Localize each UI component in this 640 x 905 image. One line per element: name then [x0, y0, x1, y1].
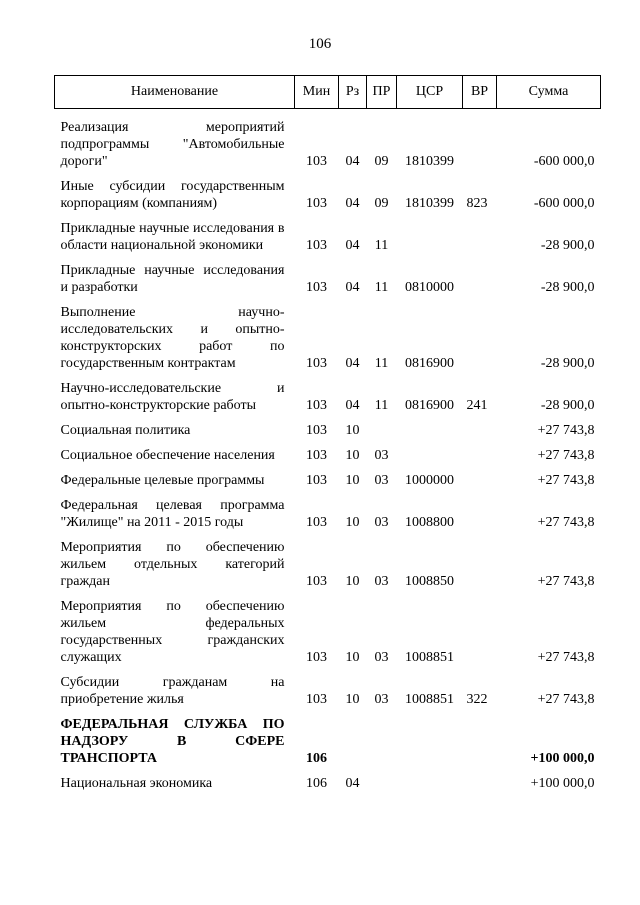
- row-min: 103: [306, 398, 327, 413]
- table-row: [55, 464, 601, 489]
- row-csr: 1000000: [405, 473, 454, 488]
- table-row: [55, 439, 601, 464]
- row-name: Мероприятия по обеспечению жильем отдельных категорий граждан: [60, 540, 285, 589]
- row-pr: 11: [374, 356, 389, 371]
- row-csr: 0810000: [405, 280, 454, 295]
- header-name: Наименование: [55, 76, 295, 109]
- header-rz: Рз: [339, 76, 367, 109]
- row-sum: -28 900,0: [540, 356, 595, 371]
- row-csr: [397, 767, 463, 792]
- header-min: Мин: [295, 76, 339, 109]
- row-name: Прикладные научные исследования в области национальной экономики: [60, 221, 285, 253]
- table-row: [55, 414, 601, 439]
- table-row: [55, 590, 601, 666]
- row-pr: 11: [374, 398, 389, 413]
- row-sum: -28 900,0: [540, 238, 595, 253]
- row-rz: 10: [345, 473, 360, 488]
- row-rz: 04: [345, 776, 360, 791]
- row-sum: -600 000,0: [533, 154, 595, 169]
- table-row: [55, 109, 601, 171]
- row-csr: 1810399: [405, 196, 454, 211]
- row-name: Выполнение научно-исследовательских и опытно-конструкторских работ по государственным контрактам: [60, 305, 285, 371]
- header-vr: ВР: [463, 76, 497, 109]
- row-pr: [367, 708, 397, 767]
- row-csr: 0816900: [405, 398, 454, 413]
- row-vr: [463, 414, 497, 439]
- row-csr: 1008850: [405, 574, 454, 589]
- row-rz: 10: [345, 423, 360, 438]
- row-vr: [463, 254, 497, 296]
- row-rz: 04: [345, 398, 360, 413]
- row-min: 103: [306, 423, 327, 438]
- table-row: [55, 767, 601, 792]
- row-name: Прикладные научные исследования и разработки: [60, 263, 285, 295]
- row-pr: 03: [374, 650, 389, 665]
- row-vr: [463, 767, 497, 792]
- row-csr: 1810399: [405, 154, 454, 169]
- row-sum: +27 743,8: [537, 692, 595, 707]
- row-name: Федеральные целевые программы: [60, 473, 265, 488]
- row-pr: 03: [374, 574, 389, 589]
- row-pr: 03: [374, 473, 389, 488]
- row-name: Научно-исследовательские и опытно-конструкторские работы: [60, 381, 285, 413]
- row-vr: 241: [466, 398, 488, 413]
- table-row: [55, 708, 601, 767]
- header-csr: ЦСР: [397, 76, 463, 109]
- row-min: 103: [306, 574, 327, 589]
- header-pr: ПР: [367, 76, 397, 109]
- row-sum: +27 743,8: [537, 574, 595, 589]
- row-min: 103: [306, 692, 327, 707]
- row-min: 103: [306, 154, 327, 169]
- row-rz: 10: [345, 692, 360, 707]
- row-rz: [339, 708, 367, 767]
- row-csr: 1008851: [405, 650, 454, 665]
- row-sum: +27 743,8: [537, 473, 595, 488]
- row-vr: 322: [466, 692, 488, 707]
- row-pr: 03: [374, 448, 389, 463]
- row-rz: 10: [345, 574, 360, 589]
- table-row: [55, 489, 601, 531]
- row-name: Социальная политика: [60, 423, 191, 438]
- row-name: ФЕДЕРАЛЬНАЯ СЛУЖБА ПО НАДЗОРУ В СФЕРЕ ТРАНСПОРТА: [60, 717, 285, 766]
- row-pr: 09: [374, 196, 389, 211]
- table-row: [55, 372, 601, 414]
- row-rz: 04: [345, 196, 360, 211]
- row-min: 103: [306, 448, 327, 463]
- row-min: 106: [306, 776, 327, 791]
- row-pr: 03: [374, 515, 389, 530]
- row-rz: 10: [345, 448, 360, 463]
- row-pr: 03: [374, 692, 389, 707]
- row-pr: 11: [374, 238, 389, 253]
- row-vr: [463, 109, 497, 171]
- row-sum: +100 000,0: [530, 751, 595, 766]
- row-min: 103: [306, 650, 327, 665]
- page-number: 106: [308, 36, 332, 52]
- table-row: [55, 170, 601, 212]
- row-sum: +27 743,8: [537, 515, 595, 530]
- row-sum: -600 000,0: [533, 196, 595, 211]
- table-row: [55, 254, 601, 296]
- row-vr: [463, 531, 497, 590]
- row-sum: -28 900,0: [540, 280, 595, 295]
- row-sum: -28 900,0: [540, 398, 595, 413]
- row-min: 103: [306, 280, 327, 295]
- row-name: Мероприятия по обеспечению жильем федеральных государственных гражданских служащих: [60, 599, 285, 665]
- row-csr: [397, 212, 463, 254]
- row-name: Социальное обеспечение населения: [60, 448, 275, 463]
- row-rz: 04: [345, 280, 360, 295]
- budget-table: [54, 75, 601, 792]
- table-row: [55, 212, 601, 254]
- row-csr: 1008851: [405, 692, 454, 707]
- row-name: Иные субсидии государственным корпорациям (компаниям): [60, 179, 285, 211]
- table-row: [55, 296, 601, 372]
- row-vr: [463, 590, 497, 666]
- row-csr: 1008800: [405, 515, 454, 530]
- row-vr: [463, 708, 497, 767]
- row-min: 103: [306, 238, 327, 253]
- row-vr: [463, 464, 497, 489]
- row-pr: 11: [374, 280, 389, 295]
- table-row: [55, 531, 601, 590]
- table-row: [55, 666, 601, 708]
- row-vr: 823: [466, 196, 488, 211]
- row-rz: 04: [345, 356, 360, 371]
- row-csr: [397, 708, 463, 767]
- row-min: 103: [306, 515, 327, 530]
- table-header-row: [55, 76, 601, 109]
- row-min: 103: [306, 356, 327, 371]
- row-min: 103: [306, 196, 327, 211]
- row-rz: 10: [345, 650, 360, 665]
- row-pr: [367, 767, 397, 792]
- row-vr: [463, 296, 497, 372]
- row-name: Реализация мероприятий подпрограммы "Автомобильные дороги": [60, 120, 285, 169]
- row-name: Субсидии гражданам на приобретение жилья: [60, 675, 285, 707]
- row-vr: [463, 489, 497, 531]
- row-sum: +27 743,8: [537, 650, 595, 665]
- row-rz: 04: [345, 238, 360, 253]
- row-csr: [397, 414, 463, 439]
- row-sum: +27 743,8: [537, 423, 595, 438]
- row-pr: 09: [374, 154, 389, 169]
- row-sum: +27 743,8: [537, 448, 595, 463]
- row-name: Федеральная целевая программа "Жилище" на 2011 - 2015 годы: [60, 498, 285, 530]
- row-min: 103: [306, 473, 327, 488]
- row-sum: +100 000,0: [530, 776, 595, 791]
- row-rz: 10: [345, 515, 360, 530]
- row-name: Национальная экономика: [60, 776, 213, 791]
- row-vr: [463, 439, 497, 464]
- row-vr: [463, 212, 497, 254]
- row-csr: [397, 439, 463, 464]
- row-rz: 04: [345, 154, 360, 169]
- header-sum: Сумма: [497, 76, 601, 109]
- row-csr: 0816900: [405, 356, 454, 371]
- row-pr: [367, 414, 397, 439]
- row-min: 106: [306, 751, 327, 766]
